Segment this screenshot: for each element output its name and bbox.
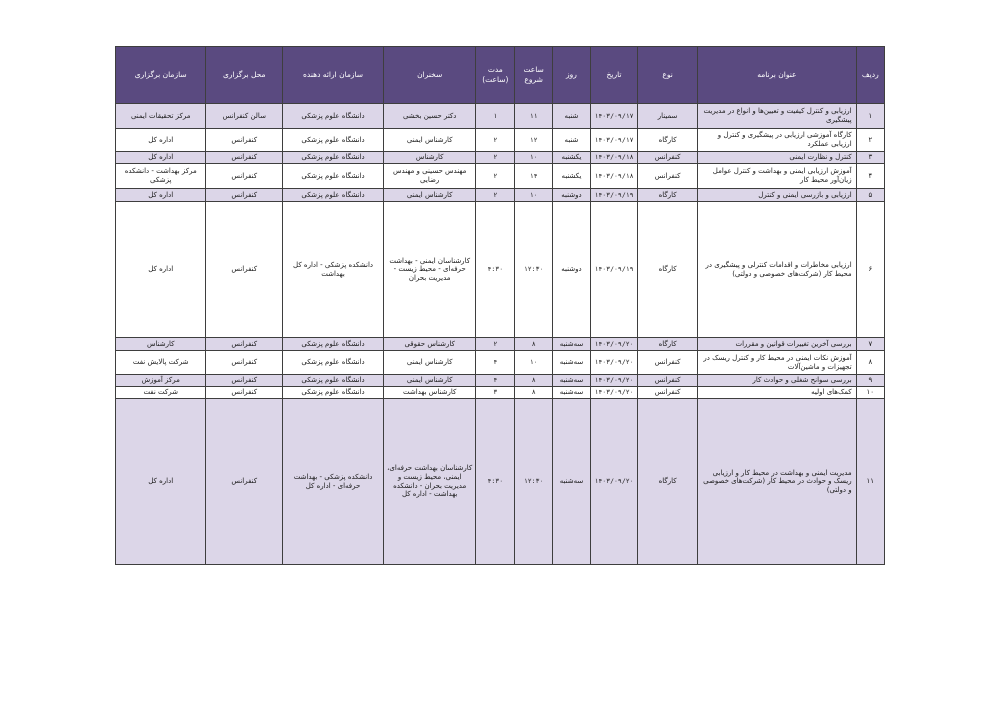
cell-event-day: سه‌شنبه bbox=[553, 399, 591, 565]
cell-duration: ۱ bbox=[476, 104, 515, 129]
cell-speaker: کارشناسان ایمنی - بهداشت حرفه‌ای - محیط زیست - مدیریت بحران bbox=[383, 202, 475, 338]
cell-event-date: ۱۴۰۳/۰۹/۲۰ bbox=[590, 351, 637, 375]
cell-host: مرکز آموزش bbox=[116, 375, 206, 387]
schedule-table bbox=[115, 46, 885, 565]
header-speaker: سخنران bbox=[383, 47, 475, 104]
cell-event-day: سه‌شنبه bbox=[553, 338, 591, 351]
cell-duration: ۴:۳۰ bbox=[476, 399, 515, 565]
cell-event-title: کنترل و نظارت ایمنی bbox=[698, 152, 857, 164]
cell-row-number: ۸ bbox=[856, 351, 884, 375]
cell-event-date: ۱۴۰۳/۰۹/۱۸ bbox=[590, 164, 637, 189]
table-row bbox=[116, 202, 885, 338]
cell-event-day: یکشنبه bbox=[553, 164, 591, 189]
cell-event-title: کمک‌های اولیه bbox=[698, 387, 857, 399]
cell-event-day: سه‌شنبه bbox=[553, 375, 591, 387]
cell-venue: کنفرانس bbox=[206, 399, 283, 565]
cell-event-day: سه‌شنبه bbox=[553, 351, 591, 375]
cell-host: کارشناس bbox=[116, 338, 206, 351]
cell-event-date: ۱۴۰۳/۰۹/۲۰ bbox=[590, 338, 637, 351]
cell-venue: کنفرانس bbox=[206, 351, 283, 375]
cell-venue: کنفرانس bbox=[206, 189, 283, 202]
cell-speaker: کارشناس bbox=[383, 152, 475, 164]
cell-start-time: ۱۲ bbox=[515, 129, 553, 152]
cell-venue: سالن کنفرانس bbox=[206, 104, 283, 129]
cell-duration: ۲ bbox=[476, 129, 515, 152]
header-start-time: ساعت شروع bbox=[515, 47, 553, 104]
cell-speaker: دکتر حسین بخشی bbox=[383, 104, 475, 129]
cell-event-type: کنفرانس bbox=[638, 351, 698, 375]
cell-duration: ۲ bbox=[476, 189, 515, 202]
cell-row-number: ۹ bbox=[856, 375, 884, 387]
cell-event-type: کارگاه bbox=[638, 202, 698, 338]
table-row bbox=[116, 399, 885, 565]
cell-start-time: ۱۰ bbox=[515, 152, 553, 164]
cell-duration: ۴ bbox=[476, 351, 515, 375]
header-type: نوع bbox=[638, 47, 698, 104]
cell-start-time: ۸ bbox=[515, 338, 553, 351]
cell-event-type: سمینار bbox=[638, 104, 698, 129]
cell-event-date: ۱۴۰۳/۰۹/۲۰ bbox=[590, 387, 637, 399]
cell-event-type: کارگاه bbox=[638, 338, 698, 351]
cell-host: اداره کل bbox=[116, 399, 206, 565]
cell-event-title: مدیریت ایمنی و بهداشت در محیط کار و ارزیابی ریسک و حوادث در محیط کار (شرکت‌های خصوصی و دولتی) bbox=[698, 399, 857, 565]
cell-provider: دانشکده پزشکی - اداره کل بهداشت bbox=[283, 202, 384, 338]
cell-start-time: ۸ bbox=[515, 375, 553, 387]
cell-duration: ۲ bbox=[476, 152, 515, 164]
cell-host: شرکت پالایش نفت bbox=[116, 351, 206, 375]
cell-venue: کنفرانس bbox=[206, 152, 283, 164]
cell-event-date: ۱۴۰۳/۰۹/۱۷ bbox=[590, 104, 637, 129]
cell-row-number: ۴ bbox=[856, 164, 884, 189]
cell-row-number: ۵ bbox=[856, 189, 884, 202]
cell-venue: کنفرانس bbox=[206, 375, 283, 387]
cell-provider: دانشگاه علوم پزشکی bbox=[283, 189, 384, 202]
cell-speaker: کارشناس حقوقی bbox=[383, 338, 475, 351]
table-row bbox=[116, 152, 885, 164]
cell-duration: ۳ bbox=[476, 387, 515, 399]
cell-duration: ۴:۳۰ bbox=[476, 202, 515, 338]
cell-speaker: مهندس حسینی و مهندس رضایی bbox=[383, 164, 475, 189]
cell-provider: دانشگاه علوم پزشکی bbox=[283, 164, 384, 189]
cell-event-title: کارگاه آموزشی ارزیابی در پیشگیری و کنترل و ارزیابی عملکرد bbox=[698, 129, 857, 152]
cell-speaker: کارشناس ایمنی bbox=[383, 129, 475, 152]
header-date: تاریخ bbox=[590, 47, 637, 104]
cell-venue: کنفرانس bbox=[206, 387, 283, 399]
header-day: روز bbox=[553, 47, 591, 104]
header-row bbox=[116, 47, 885, 104]
cell-event-type: کنفرانس bbox=[638, 375, 698, 387]
cell-event-day: شنبه bbox=[553, 104, 591, 129]
cell-event-title: آموزش نکات ایمنی در محیط کار و کنترل ریسک در تجهیزات و ماشین‌آلات bbox=[698, 351, 857, 375]
table-row bbox=[116, 104, 885, 129]
cell-event-date: ۱۴۰۳/۰۹/۱۹ bbox=[590, 189, 637, 202]
cell-host: مرکز تحقیقات ایمنی bbox=[116, 104, 206, 129]
cell-duration: ۲ bbox=[476, 338, 515, 351]
cell-host: اداره کل bbox=[116, 129, 206, 152]
cell-provider: دانشگاه علوم پزشکی bbox=[283, 387, 384, 399]
cell-provider: دانشگاه علوم پزشکی bbox=[283, 375, 384, 387]
cell-event-date: ۱۴۰۳/۰۹/۲۰ bbox=[590, 375, 637, 387]
cell-event-day: دوشنبه bbox=[553, 202, 591, 338]
cell-row-number: ۱۱ bbox=[856, 399, 884, 565]
cell-speaker: کارشناسان بهداشت حرفه‌ای، ایمنی، محیط زیست و مدیریت بحران - دانشکده بهداشت - اداره کل bbox=[383, 399, 475, 565]
cell-start-time: ۱۰ bbox=[515, 351, 553, 375]
cell-start-time: ۱۱ bbox=[515, 104, 553, 129]
cell-host: اداره کل bbox=[116, 189, 206, 202]
cell-duration: ۴ bbox=[476, 375, 515, 387]
cell-start-time: ۱۲:۳۰ bbox=[515, 202, 553, 338]
cell-event-type: کنفرانس bbox=[638, 387, 698, 399]
cell-provider: دانشگاه علوم پزشکی bbox=[283, 104, 384, 129]
cell-host: اداره کل bbox=[116, 152, 206, 164]
cell-event-title: بررسی آخرین تغییرات قوانین و مقررات bbox=[698, 338, 857, 351]
cell-provider: دانشکده پزشکی - بهداشت حرفه‌ای - اداره کل bbox=[283, 399, 384, 565]
table-row bbox=[116, 338, 885, 351]
cell-event-title: آموزش ارزیابی ایمنی و بهداشت و کنترل عوامل زیان‌آور محیط کار bbox=[698, 164, 857, 189]
cell-start-time: ۸ bbox=[515, 387, 553, 399]
header-row-number: ردیف bbox=[856, 47, 884, 104]
cell-event-type: کارگاه bbox=[638, 399, 698, 565]
cell-speaker: کارشناس ایمنی bbox=[383, 189, 475, 202]
header-provider: سازمان ارائه دهنده bbox=[283, 47, 384, 104]
cell-provider: دانشگاه علوم پزشکی bbox=[283, 152, 384, 164]
cell-start-time: ۱۴ bbox=[515, 164, 553, 189]
cell-event-day: یکشنبه bbox=[553, 152, 591, 164]
cell-host: اداره کل bbox=[116, 202, 206, 338]
cell-event-type: کنفرانس bbox=[638, 164, 698, 189]
cell-event-title: ارزیابی و بازرسی ایمنی و کنترل bbox=[698, 189, 857, 202]
cell-speaker: کارشناس ایمنی bbox=[383, 351, 475, 375]
header-duration: مدت (ساعت) bbox=[476, 47, 515, 104]
header-venue: محل برگزاری bbox=[206, 47, 283, 104]
cell-event-type: کارگاه bbox=[638, 189, 698, 202]
cell-provider: دانشگاه علوم پزشکی bbox=[283, 351, 384, 375]
table-row bbox=[116, 189, 885, 202]
cell-row-number: ۲ bbox=[856, 129, 884, 152]
cell-start-time: ۱۲:۳۰ bbox=[515, 399, 553, 565]
cell-provider: دانشگاه علوم پزشکی bbox=[283, 129, 384, 152]
cell-venue: کنفرانس bbox=[206, 202, 283, 338]
cell-row-number: ۳ bbox=[856, 152, 884, 164]
cell-venue: کنفرانس bbox=[206, 338, 283, 351]
cell-row-number: ۶ bbox=[856, 202, 884, 338]
header-title: عنوان برنامه bbox=[698, 47, 857, 104]
cell-event-date: ۱۴۰۳/۰۹/۱۹ bbox=[590, 202, 637, 338]
cell-duration: ۲ bbox=[476, 164, 515, 189]
cell-event-date: ۱۴۰۳/۰۹/۱۸ bbox=[590, 152, 637, 164]
cell-event-date: ۱۴۰۳/۰۹/۲۰ bbox=[590, 399, 637, 565]
table-row bbox=[116, 351, 885, 375]
cell-venue: کنفرانس bbox=[206, 129, 283, 152]
cell-row-number: ۷ bbox=[856, 338, 884, 351]
cell-event-day: دوشنبه bbox=[553, 189, 591, 202]
cell-speaker: کارشناس بهداشت bbox=[383, 387, 475, 399]
cell-row-number: ۱ bbox=[856, 104, 884, 129]
cell-host: شرکت نفت bbox=[116, 387, 206, 399]
cell-event-type: کنفرانس bbox=[638, 152, 698, 164]
cell-event-title: ارزیابی مخاطرات و اقدامات کنترلی و پیشگیری در محیط کار (شرکت‌های خصوصی و دولتی) bbox=[698, 202, 857, 338]
cell-speaker: کارشناس ایمنی bbox=[383, 375, 475, 387]
cell-host: مرکز بهداشت - دانشکده پزشکی bbox=[116, 164, 206, 189]
table-row bbox=[116, 129, 885, 152]
cell-row-number: ۱۰ bbox=[856, 387, 884, 399]
cell-provider: دانشگاه علوم پزشکی bbox=[283, 338, 384, 351]
table-row bbox=[116, 164, 885, 189]
cell-event-title: ارزیابی و کنترل کیفیت و تعیین‌ها و انواع در مدیریت پیشگیری bbox=[698, 104, 857, 129]
table-row bbox=[116, 387, 885, 399]
cell-start-time: ۱۰ bbox=[515, 189, 553, 202]
cell-event-day: سه‌شنبه bbox=[553, 387, 591, 399]
header-host: سازمان برگزاری bbox=[116, 47, 206, 104]
cell-event-title: بررسی سوانح شغلی و حوادث کار bbox=[698, 375, 857, 387]
cell-venue: کنفرانس bbox=[206, 164, 283, 189]
cell-event-date: ۱۴۰۳/۰۹/۱۷ bbox=[590, 129, 637, 152]
table-row bbox=[116, 375, 885, 387]
cell-event-day: شنبه bbox=[553, 129, 591, 152]
cell-event-type: کارگاه bbox=[638, 129, 698, 152]
